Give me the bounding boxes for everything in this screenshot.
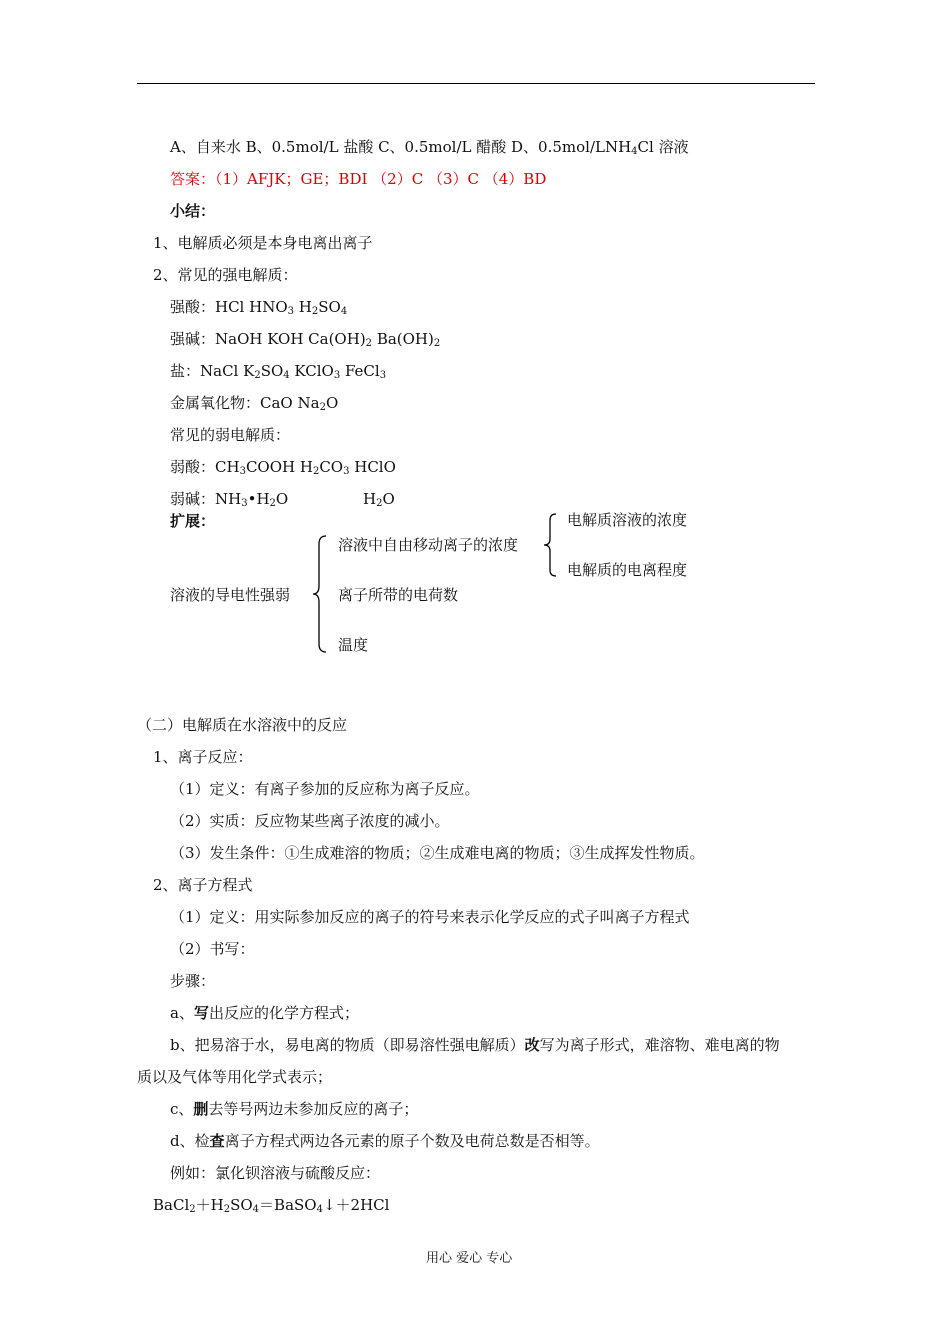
branch-ion-charge: 离子所带的电荷数 <box>338 586 459 604</box>
weak-acid-line: 弱酸：$CH_3COOH$ $H_2CO_3$ HClO <box>170 458 396 477</box>
sub-ionization-degree: 电解质的电离程度 <box>567 561 688 579</box>
essence-line: （2）实质：反应物某些离子浓度的减小。 <box>170 812 450 830</box>
section-2-title: （二）电解质在水溶液中的反应 <box>137 716 348 734</box>
summary-item-2: 2、常见的强电解质： <box>153 266 298 284</box>
strong-acid-line: 强酸：HCl $HNO_3$ $H_2SO_4$ <box>170 298 348 317</box>
salt-line: 盐：NaCl $K_2SO_4$ KClO$_3$ FeCl$_3$ <box>170 362 387 381</box>
answer-line: 答案：（1）AFJK；GE；BDI （2）C （3）C （4）BD <box>170 170 547 188</box>
expand-title: 扩展： <box>170 512 216 530</box>
step-d: d、检查离子方程式两边各元素的原子个数及电荷总数是否相等。 <box>170 1132 600 1150</box>
definition-line: （1）定义：有离子参加的反应称为离子反应。 <box>170 780 480 798</box>
water-formula: $H_2O$ <box>363 490 395 509</box>
step-c: c、删去等号两边未参加反应的离子； <box>170 1100 419 1118</box>
example-line: 例如：氯化钡溶液与硫酸反应： <box>170 1164 381 1182</box>
page-footer: 用心 爱心 专心 <box>426 1251 513 1266</box>
options-line: A、自来水 B、0.5mol/L 盐酸 C、0.5mol/L 醋酸 D、$0.5mol/LNH_4Cl$ 溶液 <box>170 138 689 157</box>
root-brace <box>310 534 330 654</box>
summary-title: 小结： <box>170 202 216 220</box>
header-rule <box>137 83 815 84</box>
sub-electrolyte-concentration: 电解质溶液的浓度 <box>567 511 688 529</box>
ionic-reaction-heading: 1、离子反应： <box>153 748 253 766</box>
step-b: b、把易溶于水，易电离的物质（即易溶性强电解质）改写为离子形式，难溶物、难电离的物 <box>170 1036 780 1054</box>
conductivity-root: 溶液的导电性强弱 <box>170 586 291 604</box>
step-b-continued: 质以及气体等用化学式表示； <box>137 1068 333 1086</box>
sub-brace <box>542 512 560 578</box>
branch-temperature: 温度 <box>338 636 369 654</box>
branch-ion-concentration: 溶液中自由移动离子的浓度 <box>338 536 519 554</box>
conditions-line: （3）发生条件：①生成难溶的物质；②生成难电离的物质；③生成挥发性物质。 <box>170 844 705 862</box>
writing-heading: （2）书写： <box>170 940 255 958</box>
step-a: a、写出反应的化学方程式； <box>170 1004 359 1022</box>
strong-base-line: 强碱：NaOH KOH $Ca(OH)_2$ $Ba(OH)_2$ <box>170 330 441 349</box>
weak-base-line: 弱碱：$NH_3•H_2O$ <box>170 490 289 509</box>
summary-item-1: 1、电解质必须是本身电离出离子 <box>153 234 373 252</box>
ionic-equation-heading: 2、离子方程式 <box>153 876 253 894</box>
weak-title: 常见的弱电解质： <box>170 426 291 444</box>
metal-oxide-line: 金属氧化物：CaO $Na_2O$ <box>170 394 339 413</box>
equation-definition: （1）定义：用实际参加反应的离子的符号来表示化学反应的式子叫离子方程式 <box>170 908 690 926</box>
chemical-equation: $BaCl_2+H_2SO_4=BaSO_4↓+2HCl$ <box>153 1196 390 1215</box>
steps-heading: 步骤： <box>170 972 216 990</box>
